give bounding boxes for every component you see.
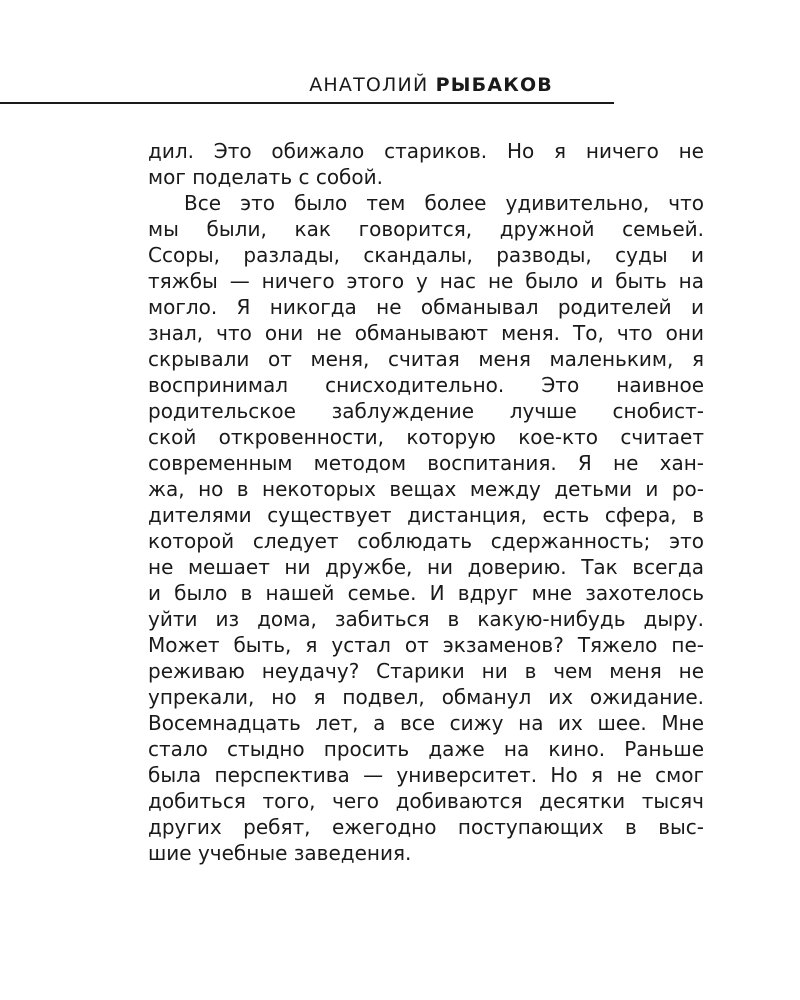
text-line: стало стыдно просить даже на кино. Раньше <box>148 737 704 761</box>
text-line: могло. Я никогда не обманывал родителей и <box>148 295 704 319</box>
running-head <box>0 70 553 100</box>
text-line: упрекали, но я подвел, обманул их ожидание. <box>148 685 704 709</box>
text-line: тяжбы — ничего этого у нас не было и быть на <box>148 269 704 293</box>
text-line: воспринимал снисходительно. Это наивное <box>148 373 704 397</box>
text-line: ской откровенности, которую кое-кто считает <box>148 425 704 449</box>
text-line: дил. Это обижало стариков. Но я ничего не <box>148 139 704 163</box>
body-text <box>148 138 704 866</box>
text-line: Ссоры, разлады, скандалы, разводы, суды и <box>148 243 704 267</box>
author-first-name: АНАТОЛИЙ <box>309 74 429 96</box>
text-line: мы были, как говорится, дружной семьей. <box>148 217 704 241</box>
text-line: Все это было тем более удивительно, что <box>184 191 704 215</box>
text-line: знал, что они не обманывают меня. То, что они <box>148 321 704 345</box>
text-line: которой следует соблюдать сдержанность; это <box>148 529 704 553</box>
text-line: мог поделать с собой. <box>148 165 383 189</box>
text-line: добиться того, чего добиваются десятки тысяч <box>148 789 704 813</box>
author-last-name: РЫБАКОВ <box>435 74 553 96</box>
text-line: скрывали от меня, считая меня маленьким, я <box>148 347 704 371</box>
text-line: шие учебные заведения. <box>148 841 412 865</box>
text-line: других ребят, ежегодно поступающих в выс- <box>148 815 704 839</box>
text-line: реживаю неудачу? Старики ни в чем меня не <box>148 659 704 683</box>
text-line: Восемнадцать лет, а все сижу на их шее. Мне <box>148 711 704 735</box>
text-line: Может быть, я устал от экзаменов? Тяжело пе- <box>148 633 704 657</box>
text-line: родительское заблуждение лучше снобист- <box>148 399 704 423</box>
text-line: современным методом воспитания. Я не хан- <box>148 451 704 475</box>
text-line: дителями существует дистанция, есть сфера, в <box>148 503 704 527</box>
text-line: и было в нашей семье. И вдруг мне захотелось <box>148 581 704 605</box>
header-rule <box>0 102 614 104</box>
text-line: была перспектива — университет. Но я не смог <box>148 763 704 787</box>
text-line: уйти из дома, забиться в какую-нибудь дыру. <box>148 607 704 631</box>
text-line: не мешает ни дружбе, ни доверию. Так всегда <box>148 555 704 579</box>
text-line: жа, но в некоторых вещах между детьми и ро- <box>148 477 704 501</box>
